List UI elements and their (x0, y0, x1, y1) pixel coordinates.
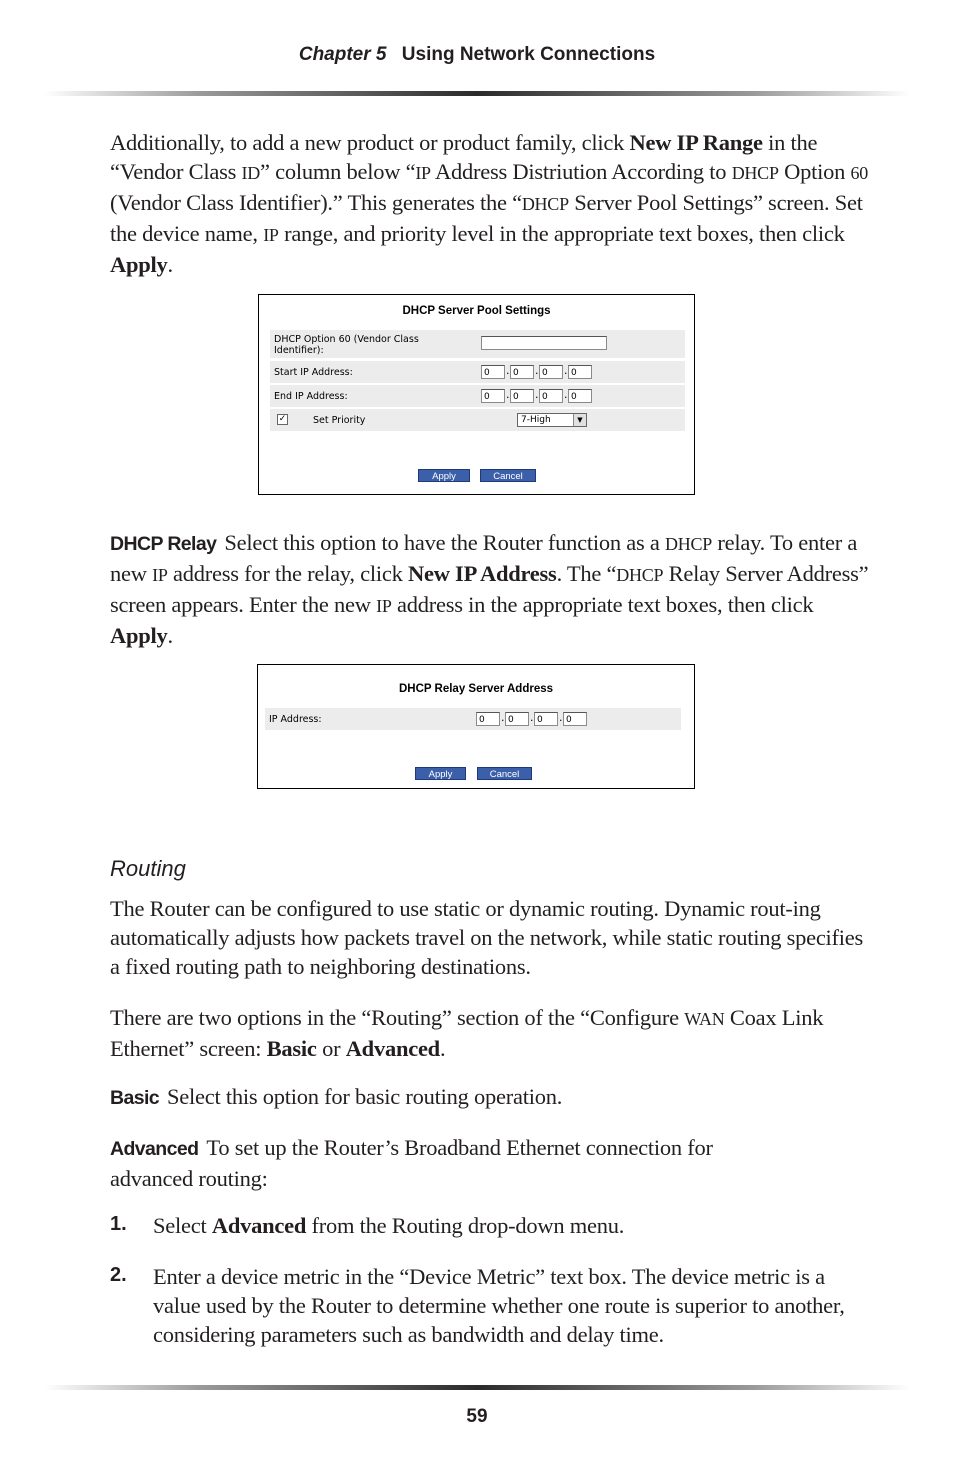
text-run: There are two options in the “Routing” section of the “Configure (110, 1005, 685, 1030)
text-run: . The “ (556, 561, 617, 586)
chevron-down-icon: ▼ (573, 414, 586, 426)
start-ip-octet-2[interactable]: 0 (510, 365, 534, 379)
step-number: 2. (110, 1264, 127, 1286)
basic-term: Basic (266, 1036, 317, 1061)
text-run: Option (778, 159, 851, 184)
dhcp-relay-screenshot (257, 664, 695, 789)
text-run: Relay Server Address” screen appears. Enter the new (110, 561, 869, 617)
dhcp-server-pool-screenshot (258, 294, 695, 495)
start-ip-row (270, 361, 685, 383)
priority-row (270, 409, 685, 431)
end-ip-label: End IP Address: (274, 391, 348, 402)
apply-button[interactable]: Apply (418, 469, 470, 482)
priority-label: Set Priority (313, 415, 366, 426)
advanced-paragraph (110, 1133, 750, 1193)
text-run: Server Pool Settings” screen. Set the device name, (110, 190, 863, 246)
vendor-class-row (270, 330, 685, 358)
text-run: To set up the Router’s Broadband Ethernet connection for advanced routing: (110, 1135, 713, 1191)
step-text (153, 1262, 853, 1349)
end-ip-row (270, 385, 685, 407)
text-run: . (167, 623, 173, 648)
cancel-button[interactable]: Cancel (480, 469, 536, 482)
small-caps-run: IP (415, 163, 431, 183)
small-caps-run: DHCP (731, 163, 779, 183)
intro-paragraph (110, 128, 870, 279)
run-in-heading: Advanced (110, 1138, 199, 1160)
vendor-class-input[interactable] (481, 336, 607, 350)
small-caps-run: DHCP (665, 534, 713, 554)
small-caps-run: WAN (684, 1009, 725, 1029)
text-run: Enter a device metric in the “Device Metric” text box. The device metric is a value used by the Router to determine whether one route is superior to another, considering parameters such as bandwidth and delay time. (153, 1264, 845, 1347)
text-run: relay. To enter a new (110, 530, 858, 586)
octet-separator: . (564, 388, 568, 401)
advanced-term: Advanced (345, 1036, 440, 1061)
start-ip-octet-3[interactable]: 0 (539, 365, 563, 379)
text-run: Coax Link Ethernet” screen: (110, 1005, 824, 1061)
text-run: or (316, 1036, 346, 1061)
section-heading: Routing (110, 856, 186, 881)
start-ip-octet-4[interactable]: 0 (568, 365, 592, 379)
chapter-title: Using Network Connections (401, 44, 656, 65)
relay-ip-octet-1[interactable]: 0 (476, 712, 500, 726)
basic-paragraph (110, 1082, 870, 1113)
text-run: ” column below “ (259, 159, 416, 184)
run-in-heading: Basic (110, 1087, 160, 1109)
new-ip-range-term: New IP Range (629, 130, 763, 155)
text-run: in the “Vendor Class (110, 130, 818, 184)
footer-rule (44, 1385, 910, 1390)
dhcp-relay-paragraph (110, 528, 870, 650)
octet-separator: . (506, 364, 510, 377)
apply-term: Apply (110, 623, 168, 648)
small-caps-run: IP (263, 225, 279, 245)
text-run: Additionally, to add a new product or product family, click (110, 130, 630, 155)
octet-separator: . (506, 388, 510, 401)
priority-selected-value: 7-High (521, 415, 551, 425)
octet-separator: . (530, 711, 534, 724)
text-run: address in the appropriate text boxes, then click (391, 592, 814, 617)
relay-ip-row (265, 708, 681, 730)
screen-title: DHCP Server Pool Settings (402, 305, 551, 317)
text-run: Select (153, 1213, 212, 1238)
small-caps-run: DHCP (616, 565, 664, 585)
apply-term: Apply (110, 252, 168, 277)
text-run: Select this option for basic routing operation. (167, 1084, 563, 1109)
small-caps-run: IP (152, 565, 168, 585)
octet-separator: . (535, 388, 539, 401)
octet-separator: . (501, 711, 505, 724)
vendor-class-label: DHCP Option 60 (Vendor Class Identifier): (274, 334, 419, 356)
page-number: 59 (466, 1406, 488, 1427)
priority-checkbox[interactable]: ✓ (278, 414, 287, 424)
header-rule (44, 91, 910, 96)
text-run: address for the relay, click (167, 561, 408, 586)
running-header (0, 44, 954, 66)
end-ip-octet-4[interactable]: 0 (568, 389, 592, 403)
relay-ip-octet-3[interactable]: 0 (534, 712, 558, 726)
octet-separator: . (564, 364, 568, 377)
run-in-heading: DHCP Relay (110, 533, 217, 555)
cancel-button[interactable]: Cancel (477, 767, 532, 780)
routing-options-paragraph (110, 1003, 870, 1063)
small-caps-run: DHCP (521, 194, 569, 214)
end-ip-octet-1[interactable]: 0 (481, 389, 505, 403)
text-run: range, and priority level in the appropriate text boxes, then click (278, 221, 845, 246)
priority-select[interactable] (517, 413, 587, 427)
small-caps-run: ID (241, 163, 260, 183)
text-run: Select this option to have the Router function as a (224, 530, 666, 555)
start-ip-label: Start IP Address: (274, 367, 353, 378)
relay-ip-label: IP Address: (269, 714, 322, 725)
advanced-term: Advanced (211, 1213, 307, 1238)
relay-ip-octet-4[interactable]: 0 (563, 712, 587, 726)
text-run: . (167, 252, 173, 277)
small-caps-run: IP (376, 596, 392, 616)
text-run: from the Routing drop-down menu. (306, 1213, 625, 1238)
text-run: (Vendor Class Identifier).” This generates the “ (110, 190, 522, 215)
step-number: 1. (110, 1213, 127, 1235)
apply-button[interactable]: Apply (415, 767, 466, 780)
text-run: . (439, 1036, 446, 1061)
routing-intro-paragraph: The Router can be configured to use static or dynamic routing. Dynamic rout-ing automatically adjusts how packets travel on the network, while static routing specifies a fixed routing path to neighboring destinations. (110, 896, 864, 979)
end-ip-octet-3[interactable]: 0 (539, 389, 563, 403)
end-ip-octet-2[interactable]: 0 (510, 389, 534, 403)
new-ip-address-term: New IP Address (407, 561, 557, 586)
octet-separator: . (535, 364, 539, 377)
small-caps-run: 60 (850, 163, 868, 183)
start-ip-octet-1[interactable]: 0 (481, 365, 505, 379)
chapter-number: Chapter 5 (298, 44, 387, 65)
text-run: Address Distriution According to (430, 159, 732, 184)
step-text (153, 1211, 863, 1240)
octet-separator: . (559, 711, 563, 724)
screen-title: DHCP Relay Server Address (398, 683, 554, 695)
relay-ip-octet-2[interactable]: 0 (505, 712, 529, 726)
